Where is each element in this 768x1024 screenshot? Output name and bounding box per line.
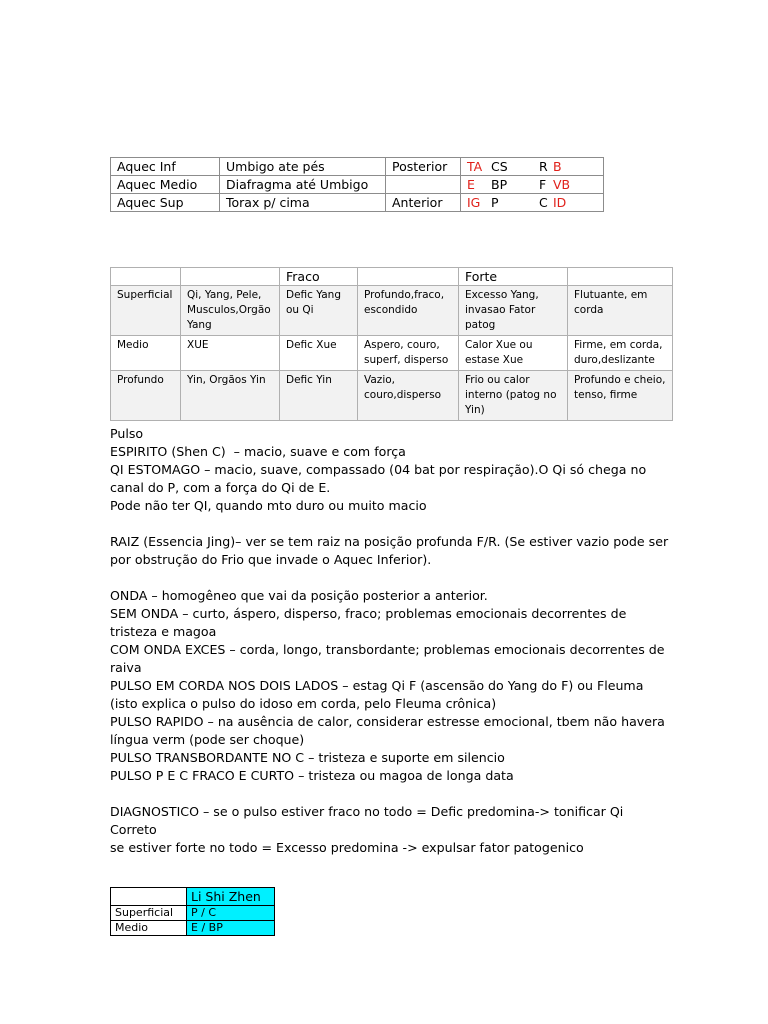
header-cell	[111, 268, 181, 286]
table-cell: Excesso Yang, invasao Fator patog	[459, 286, 568, 336]
row-label: Superficial	[111, 906, 187, 921]
burner-position: Posterior	[386, 158, 461, 176]
paragraph: RAIZ (Essencia Jing)– ver se tem raiz na posição profunda F/R. (Se estiver vazio pode ser por obstrução do Frio que invade o Aquec Inferior).	[110, 534, 673, 567]
table-cell: Vazio, couro,disperso	[358, 371, 459, 421]
header-cell	[358, 268, 459, 286]
header-cell	[568, 268, 673, 286]
burner-organs	[461, 194, 604, 212]
table-row	[111, 158, 604, 176]
organ-code: VB	[553, 177, 571, 192]
organ-code: B	[553, 159, 562, 174]
table-cell: Flutuante, em corda	[568, 286, 673, 336]
table-cell: XUE	[181, 336, 280, 371]
paragraph: PULSO TRANSBORDANTE NO C – tristeza e suporte em silencio	[110, 750, 505, 765]
row-label: Medio	[111, 921, 187, 936]
table-row	[111, 336, 673, 371]
burner-organs	[461, 158, 604, 176]
organ-code: IG	[467, 195, 481, 210]
table-cell: Profundo,fraco, escondido	[358, 286, 459, 336]
table-row	[111, 906, 275, 921]
triple-burner-table	[110, 157, 604, 212]
pulse-depth-table	[110, 267, 673, 421]
table-row	[111, 194, 604, 212]
paragraph: PULSO RAPIDO – na ausência de calor, considerar estresse emocional, tbem não havera língua verm (pode ser choque)	[110, 714, 669, 747]
table-cell: Defic Xue	[280, 336, 358, 371]
table-cell: Defic Yang ou Qi	[280, 286, 358, 336]
table-cell: Qi, Yang, Pele, Musculos,Orgão Yang	[181, 286, 280, 336]
burner-range: Diafragma até Umbigo	[220, 176, 386, 194]
organ-code: BP	[491, 177, 508, 192]
table-row	[111, 921, 275, 936]
row-value: E / BP	[187, 921, 275, 936]
header-cell: Li Shi Zhen	[187, 888, 275, 906]
table-cell: Frio ou calor interno (patog no Yin)	[459, 371, 568, 421]
row-value: P / C	[187, 906, 275, 921]
paragraph: PULSO EM CORDA NOS DOIS LADOS – estag Qi F (ascensão do Yang do F) ou Fleuma (isto explica o pulso do idoso em corda, pelo Fleuma crônica)	[110, 678, 648, 711]
header-cell: Fraco	[280, 268, 358, 286]
table-row	[111, 371, 673, 421]
organ-code: R	[539, 159, 548, 174]
table-header-row	[111, 268, 673, 286]
table-cell: Aspero, couro, superf, disperso	[358, 336, 459, 371]
table-row	[111, 176, 604, 194]
organ-code: P	[491, 195, 499, 210]
paragraph: DIAGNOSTICO – se o pulso estiver fraco no todo = Defic predomina-> tonificar Qi Correto	[110, 804, 628, 837]
table-cell: Calor Xue ou estase Xue	[459, 336, 568, 371]
table-cell: Defic Yin	[280, 371, 358, 421]
header-cell	[111, 888, 187, 906]
notes-text	[110, 425, 673, 857]
organ-code: CS	[491, 159, 508, 174]
header-cell: Forte	[459, 268, 568, 286]
burner-organs	[461, 176, 604, 194]
organ-code: E	[467, 177, 475, 192]
organ-code: F	[539, 177, 547, 192]
table-cell: Firme, em corda, duro,deslizante	[568, 336, 673, 371]
table-header-row	[111, 888, 275, 906]
organ-code: C	[539, 195, 548, 210]
paragraph: QI ESTOMAGO – macio, suave, compassado (04 bat por respiração).O Qi só chega no canal do P, com a força do Qi de E.	[110, 462, 651, 495]
table-cell: Medio	[111, 336, 181, 371]
header-cell	[181, 268, 280, 286]
paragraph: Pulso	[110, 426, 144, 441]
paragraph: ONDA – homogêneo que vai da posição posterior a anterior.	[110, 588, 488, 603]
table-cell: Profundo	[111, 371, 181, 421]
paragraph: SEM ONDA – curto, áspero, disperso, fraco; problemas emocionais decorrentes de tristeza e magoa	[110, 606, 631, 639]
burner-name: Aquec Sup	[111, 194, 220, 212]
paragraph: ESPIRITO (Shen C) – macio, suave e com força	[110, 444, 406, 459]
table-cell: Yin, Orgãos Yin	[181, 371, 280, 421]
table-cell: Superficial	[111, 286, 181, 336]
burner-name: Aquec Medio	[111, 176, 220, 194]
paragraph: Pode não ter QI, quando mto duro ou muito macio	[110, 498, 427, 513]
paragraph: se estiver forte no todo = Excesso predomina -> expulsar fator patogenico	[110, 840, 584, 855]
burner-range: Umbigo ate pés	[220, 158, 386, 176]
paragraph: PULSO P E C FRACO E CURTO – tristeza ou magoa de longa data	[110, 768, 514, 783]
burner-position	[386, 176, 461, 194]
paragraph: COM ONDA EXCES – corda, longo, transbordante; problemas emocionais decorrentes de raiva	[110, 642, 669, 675]
li-shi-zhen-table	[110, 887, 275, 936]
burner-name: Aquec Inf	[111, 158, 220, 176]
table-cell: Profundo e cheio, tenso, firme	[568, 371, 673, 421]
burner-range: Torax p/ cima	[220, 194, 386, 212]
burner-position: Anterior	[386, 194, 461, 212]
table-row	[111, 286, 673, 336]
organ-code: TA	[467, 159, 483, 174]
organ-code: ID	[553, 195, 567, 210]
